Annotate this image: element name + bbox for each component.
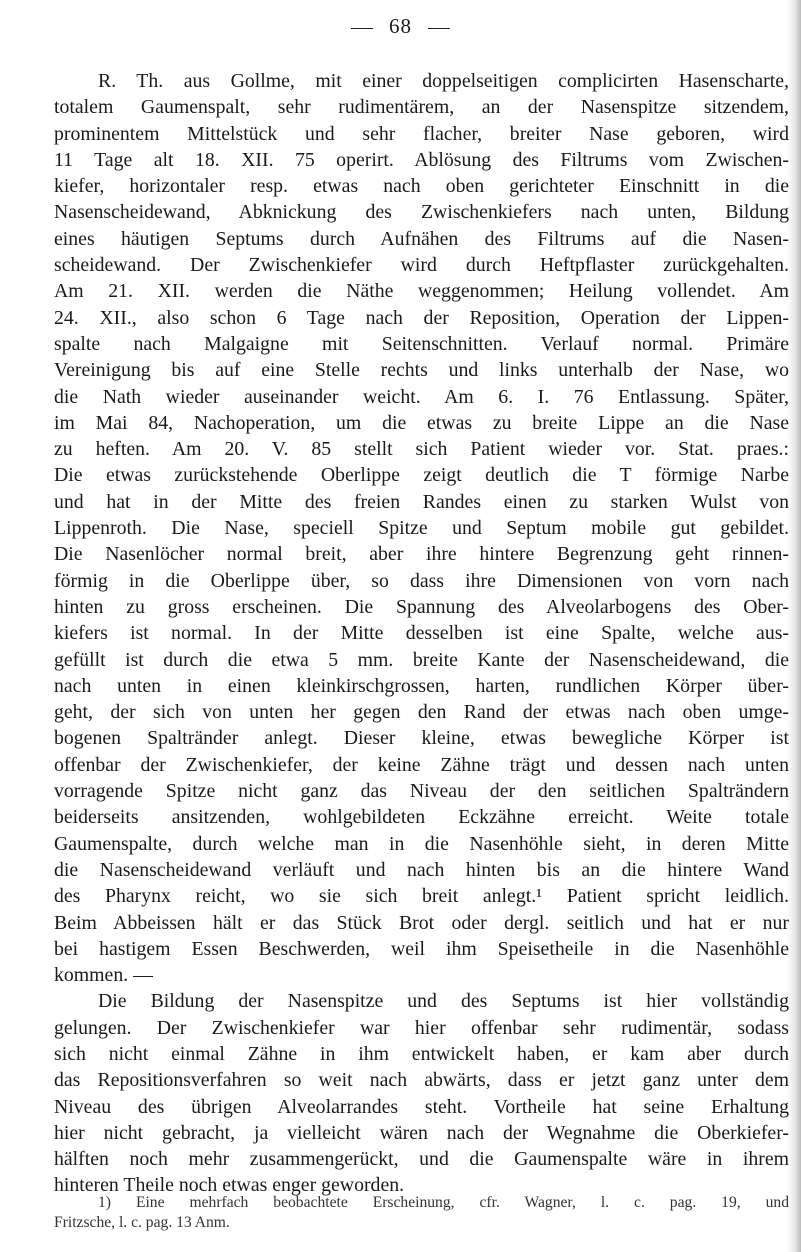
text-line: vorragende Spitze nicht ganz das Niveau der den seitlichen Spalträndern (54, 780, 789, 803)
text-line: kommen. — (54, 964, 153, 987)
header-dash-right (428, 28, 450, 29)
text-line: Am 21. XII. werden die Näthe weggenommen; Heilung vollendet. Am (54, 280, 789, 303)
text-line: Die Bildung der Nasenspitze und des Septums ist hier vollständig (98, 990, 789, 1013)
text-line: hinteren Theile noch etwas enger geworden. (54, 1174, 405, 1197)
footnote-line: 1) Eine mehrfach beobachtete Erscheinung, cfr. Wagner, l. c. pag. 19, und (98, 1194, 789, 1211)
text-line: und hat in der Mitte des freien Randes einen zu starken Wulst von (54, 490, 789, 513)
page-number: 68 (389, 14, 412, 38)
text-line: des Pharynx reicht, wo sie sich breit anlegt.¹ Patient spricht leidlich. (54, 885, 789, 908)
text-line: R. Th. aus Gollme, mit einer doppelseitigen complicirten Hasenscharte, (98, 70, 789, 92)
text-line: gelungen. Der Zwischenkiefer war hier offenbar sehr rudimentär, sodass (54, 1016, 789, 1039)
text-line: gefüllt ist durch die etwa 5 mm. breite Kante der Nasenscheidewand, die (54, 648, 789, 671)
text-line: spalte nach Malgaigne mit Seitenschnitten. Verlauf normal. Primäre (54, 332, 789, 355)
text-line: hier nicht gebracht, ja vielleicht wären nach der Wegnahme die Oberkiefer- (54, 1121, 789, 1144)
text-line: Die etwas zurückstehende Oberlippe zeigt deutlich die T förmige Narbe (54, 464, 789, 487)
text-line: offenbar der Zwischenkiefer, der keine Zähne trägt und dessen nach unten (54, 753, 789, 776)
text-line: beiderseits ansitzenden, wohlgebildeten Eckzähne erreicht. Weite totale (54, 806, 789, 829)
text-line: Nasenscheidewand, Abknickung des Zwischenkiefers nach unten, Bildung (54, 201, 789, 224)
text-line: Die Nasenlöcher normal breit, aber ihre hintere Begrenzung geht rinnen- (54, 543, 789, 566)
header-dash-left (351, 28, 373, 29)
text-line: hälften noch mehr zusammengerückt, und die Gaumenspalte wäre in ihrem (54, 1148, 789, 1171)
footnote-lines (54, 1193, 789, 1233)
footnote (54, 1193, 789, 1233)
text-line: Niveau des übrigen Alveolarrandes steht. Vortheile hat seine Erhaltung (54, 1095, 789, 1118)
text-line: förmig in die Oberlippe über, so dass ihre Dimensionen von vorn nach (54, 569, 789, 592)
text-line: kiefers ist normal. In der Mitte desselben ist eine Spalte, welche aus- (54, 622, 789, 645)
text-line: geht, der sich von unten her gegen den Rand der etwas nach oben umge- (54, 701, 789, 724)
body-text (54, 68, 789, 1199)
text-line: im Mai 84, Nachoperation, um die etwas zu breite Lippe an die Nase (54, 411, 789, 434)
text-line: sich nicht einmal Zähne in ihm entwickelt haben, er kam aber durch (54, 1042, 789, 1065)
text-line: prominentem Mittelstück und sehr flacher, breiter Nase geboren, wird (54, 122, 789, 145)
text-line: Beim Abbeissen hält er das Stück Brot oder dergl. seitlich und hat er nur (54, 911, 789, 934)
footnote-line: Fritzsche, l. c. pag. 13 Anm. (54, 1214, 230, 1231)
text-line: 11 Tage alt 18. XII. 75 operirt. Ablösung des Filtrums vom Zwischen- (54, 148, 789, 171)
text-line: hinten zu gross erscheinen. Die Spannung des Alveolarbogens des Ober- (54, 595, 789, 618)
text-line: Gaumenspalte, durch welche man in die Nasenhöhle sieht, in deren Mitte (54, 832, 789, 855)
text-line: das Repositionsverfahren so weit nach abwärts, dass er jetzt ganz unter dem (54, 1069, 789, 1092)
text-line: zu heften. Am 20. V. 85 stellt sich Patient wieder vor. Stat. praes.: (54, 438, 789, 461)
text-line: Lippenroth. Die Nase, speciell Spitze und Septum mobile gut gebildet. (54, 517, 789, 540)
text-line: bogenen Spaltränder anlegt. Dieser kleine, etwas bewegliche Körper ist (54, 727, 789, 750)
text-line: nach unten in einen kleinkirschgrossen, harten, rundlichen Körper über- (54, 674, 789, 697)
case-report-paragraph (54, 68, 789, 988)
page-header (0, 14, 801, 39)
text-line: bei hastigem Essen Beschwerden, weil ihm Speisetheile in die Nasenhöhle (54, 937, 789, 960)
page-edge-shadow (787, 0, 801, 1252)
text-line: kiefer, horizontaler resp. etwas nach oben gerichteter Einschnitt in die (54, 175, 789, 198)
text-line: Vereinigung bis auf eine Stelle rechts und links unterhalb der Nase, wo (54, 359, 789, 382)
text-line: 24. XII., also schon 6 Tage nach der Reposition, Operation der Lippen- (54, 306, 789, 329)
text-line: eines häutigen Septums durch Aufnähen des Filtrums auf die Nasen- (54, 227, 789, 250)
text-line: totalem Gaumenspalt, sehr rudimentärem, an der Nasenspitze sitzendem, (54, 96, 789, 119)
text-line: die Nath wieder auseinander weicht. Am 6. I. 76 Entlassung. Später, (54, 385, 789, 408)
commentary-paragraph (54, 988, 789, 1198)
text-line: die Nasenscheidewand verläuft und nach hinten bis an die hintere Wand (54, 858, 789, 881)
text-line: scheidewand. Der Zwischenkiefer wird durch Heftpflaster zurückgehalten. (54, 254, 789, 277)
